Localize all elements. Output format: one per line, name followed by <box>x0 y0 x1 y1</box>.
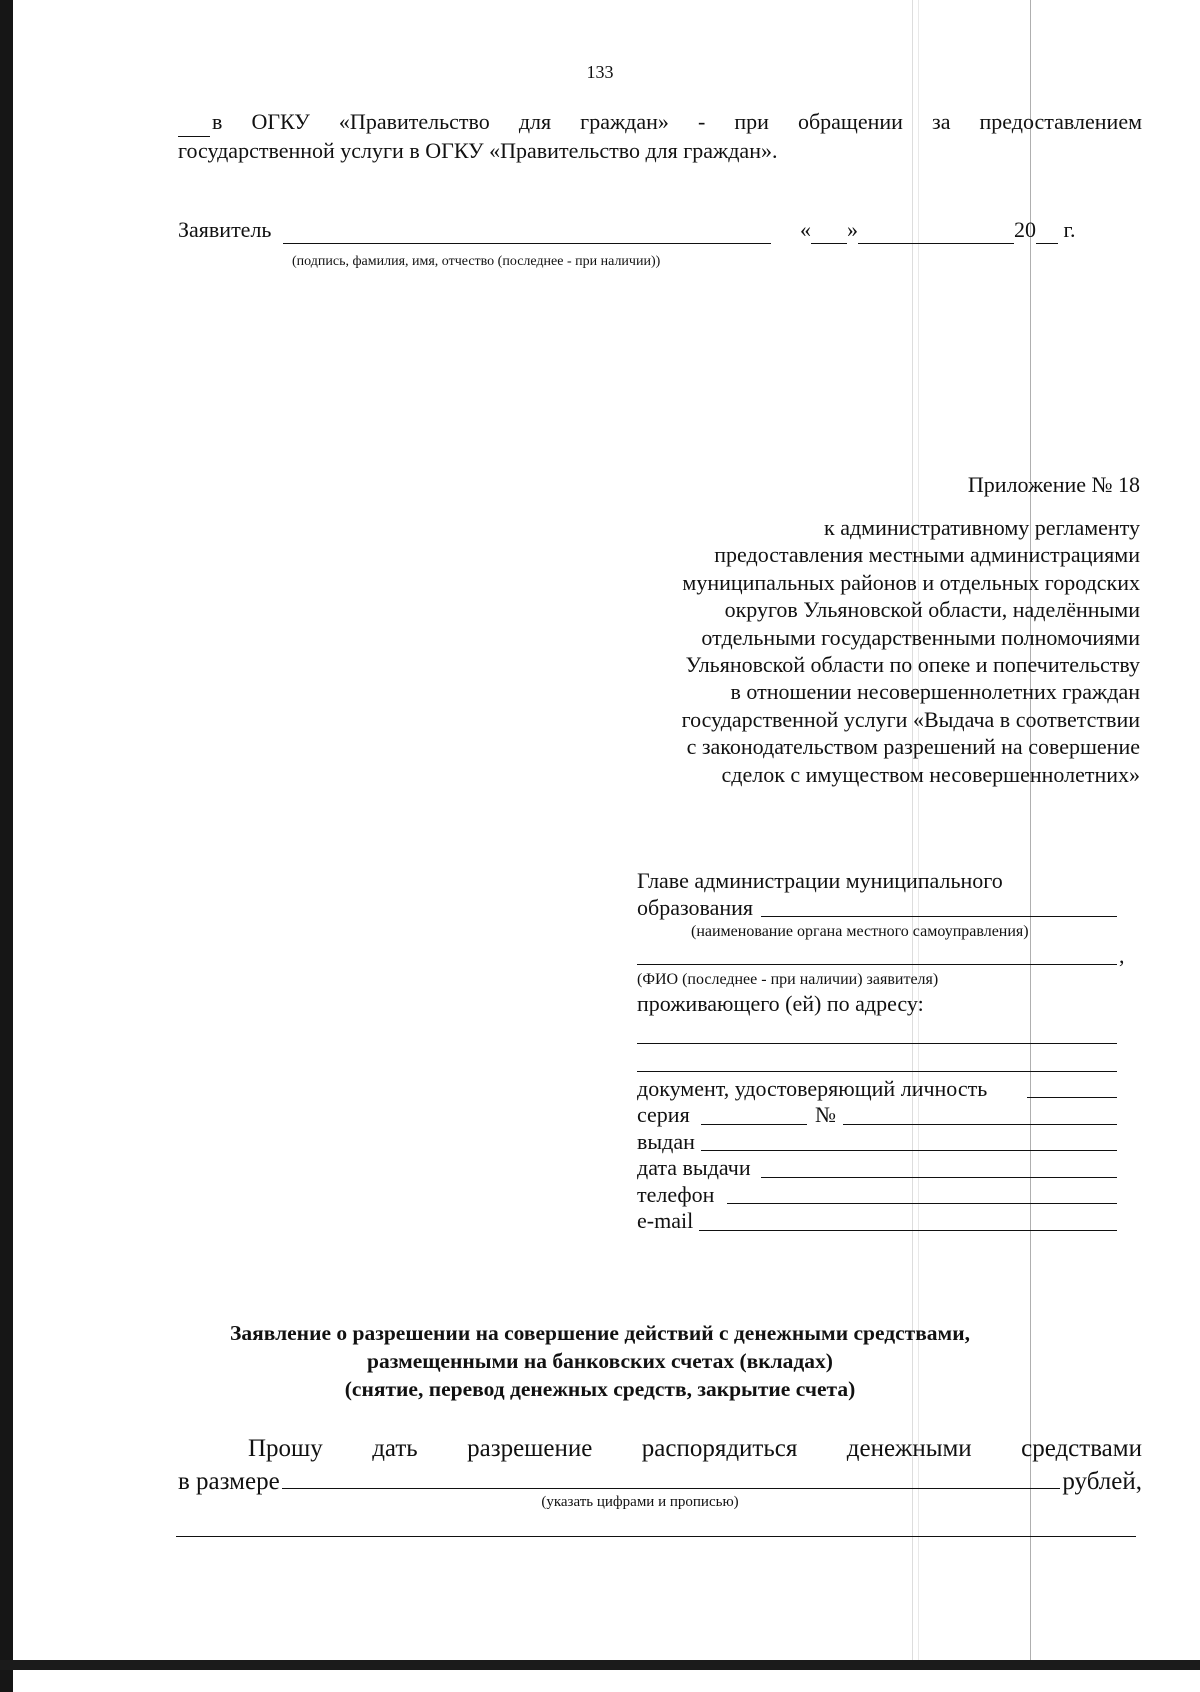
appendix-line: муниципальных районов и отдельных городских <box>682 569 1140 595</box>
email-field[interactable] <box>699 1230 1117 1231</box>
document-field[interactable] <box>1027 1097 1117 1098</box>
amount-field[interactable] <box>282 1466 1061 1489</box>
application-heading <box>0 1319 1200 1403</box>
appendix-line: в отношении несовершеннолетних граждан <box>730 679 1140 705</box>
appendix-line: с законодательством разрешений на совершение <box>686 734 1140 760</box>
signature-caption: (подпись, фамилия, имя, отчество (последнее - при наличии)) <box>292 254 661 269</box>
addressee-line1: Главе администрации муниципального <box>637 868 1003 893</box>
date-year-prefix: 20 <box>1013 217 1036 242</box>
appendix-line: отдельными государственными полномочиями <box>701 624 1140 650</box>
phone-field[interactable] <box>727 1203 1117 1204</box>
date-quote-open: « <box>799 217 811 242</box>
top-paragraph-line1: в ОГКУ «Правительство для граждан» - при обращении за предоставлением <box>178 108 1142 137</box>
request-word: Прошу <box>248 1435 323 1462</box>
fio-caption: (ФИО (последнее - при наличии) заявителя) <box>637 971 939 988</box>
date-month-field[interactable] <box>858 217 1014 244</box>
phone-row: телефон <box>637 1182 1117 1209</box>
number-field[interactable] <box>843 1124 1117 1125</box>
address-row-1 <box>637 1018 1117 1048</box>
series-row: серия № <box>637 1102 1117 1129</box>
appendix-body <box>580 514 1140 788</box>
document-row: документ, удостоверяющий личность <box>637 1076 1117 1103</box>
signature-label: Заявитель <box>178 217 272 242</box>
heading-line2: размещенными на банковских счетах (вкладах) <box>367 1349 833 1373</box>
amount-caption: (указать цифрами и прописью) <box>541 1494 739 1510</box>
addressee-block <box>637 868 1125 1235</box>
issue-date-row: дата выдачи <box>637 1155 1117 1182</box>
date-day-field[interactable] <box>811 217 847 244</box>
scan-crease <box>912 0 913 1660</box>
scan-crease <box>1030 0 1031 1660</box>
heading-line3: (снятие, перевод денежных средств, закрытие счета) <box>344 1377 856 1401</box>
date-year-suffix: г. <box>1063 217 1076 242</box>
scan-crease <box>918 0 919 1660</box>
date-year-field[interactable] <box>1036 217 1058 244</box>
address-field-2[interactable] <box>637 1071 1117 1072</box>
request-paragraph <box>178 1432 1142 1498</box>
top-paragraph-line2: государственной услуги в ОГКУ «Правительство для граждан». <box>178 138 778 163</box>
issue-date-field[interactable] <box>761 1177 1117 1178</box>
appendix-line: Ульяновской области по опеке и попечительству <box>685 652 1140 678</box>
page-number: 133 <box>586 62 614 82</box>
series-field[interactable] <box>701 1124 807 1125</box>
address-field-1[interactable] <box>637 1043 1117 1044</box>
appendix-title: Приложение № 18 <box>967 472 1140 497</box>
municipality-field[interactable] <box>761 916 1117 917</box>
request-line1 <box>178 1432 1142 1465</box>
scan-edge-left <box>0 0 13 1692</box>
organ-caption: (наименование органа местного самоуправления) <box>691 923 1029 940</box>
appendix-line: сделок с имуществом несовершеннолетних» <box>721 761 1140 787</box>
appendix-line: предоставления местными администрациями <box>714 542 1140 568</box>
date-quote-close: » <box>846 217 858 242</box>
request-word: средствами <box>1021 1435 1142 1462</box>
appendix-line: округов Ульяновской области, наделёнными <box>724 597 1140 623</box>
appendix-line: государственной услуги «Выдача в соответствии <box>681 706 1140 732</box>
request-word: разрешение <box>467 1435 593 1462</box>
addressee-line2: образования <box>637 895 1117 922</box>
issued-field[interactable] <box>701 1150 1117 1151</box>
issued-row: выдан <box>637 1129 1117 1156</box>
signature-row <box>178 217 1076 244</box>
email-row: e-mail <box>637 1208 1117 1235</box>
address-row-2 <box>637 1048 1117 1076</box>
appendix-line: к административному регламенту <box>824 515 1140 540</box>
signature-field[interactable] <box>283 217 771 244</box>
fio-row: , <box>637 943 1117 969</box>
applicant-fio-field[interactable] <box>637 964 1117 965</box>
residing-label: проживающего (ей) по адресу: <box>637 991 924 1016</box>
request-word: дать <box>372 1435 418 1462</box>
rubles-label: рублей, <box>1062 1468 1142 1495</box>
scan-edge-bottom <box>0 1660 1200 1670</box>
amount-label: в размере <box>178 1468 280 1495</box>
heading-line1: Заявление о разрешении на совершение действий с денежными средствами, <box>230 1321 970 1345</box>
blank-line <box>178 108 210 137</box>
top-paragraph <box>178 108 1142 165</box>
request-word: денежными <box>846 1435 972 1462</box>
request-word: распорядиться <box>641 1435 798 1462</box>
continuation-field[interactable] <box>176 1536 1136 1537</box>
